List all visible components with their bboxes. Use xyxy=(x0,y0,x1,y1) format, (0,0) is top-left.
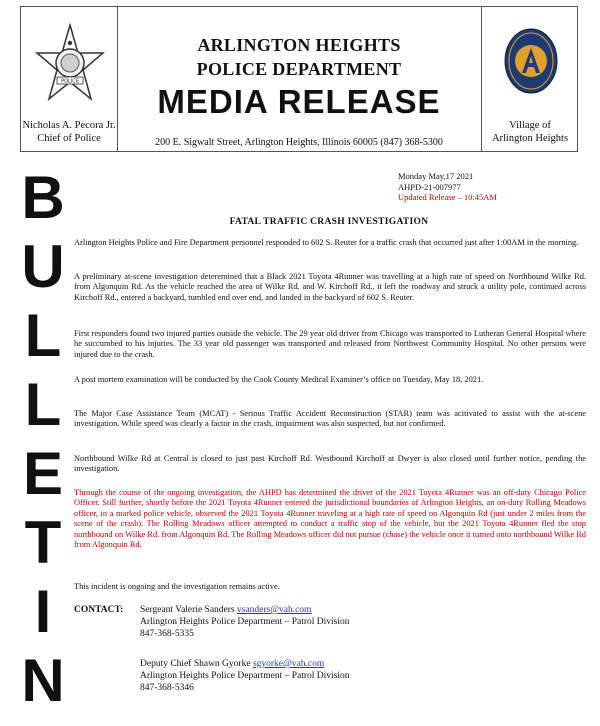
paragraph: First responders found two injured parties outside the vehicle. The 29 year old driver from Chicago was transported to Lutheran General Hospital where he succumbed to his injuries. The 33 year old passenger was transported and released from Northwest Community Hospital. No other persons were injured due to the crash. xyxy=(74,329,586,359)
contact-2-org: Arlington Heights Police Department – Patrol Division xyxy=(140,671,350,681)
paragraph: The Major Case Assistance Team (MCAT) - Serious Traffic Accident Reconstruction (STAR) team was acitivated to assist with the at-scene investigation. While speed was clearly a factor in the crash, impairment was also suspected, but not confirmed. xyxy=(74,409,586,429)
paragraph: A preliminary at-scene investigation deteremined that a Black 2021 Toyota 4Runner was travelling at a high rate of speed on Northbound Wilke Rd. from Algonquin Rd. As the vehicle reached the area of Wilke Rd. and W. Kirchoff Rd., it left the roadway and struck a utility pole, continued across Kirchoff Rd., entered a backyard, tumbled end over end, and landed in the backyard of 602 S. Reuter. xyxy=(74,272,586,302)
paragraph: Arlington Heights Police and Fire Department personnel responded to 602 S. Reuter for a traffic crash that occurred just after 1:00AM in the morning. xyxy=(74,238,579,247)
department-address: 200 E. Sigwalt Street, Arlington Heights, Illinois 60005 (847) 368-5300 xyxy=(155,137,443,148)
bulletin-letter: U xyxy=(21,233,65,300)
headline: FATAL TRAFFIC CRASH INVESTIGATION xyxy=(229,217,429,227)
paragraph: Northbound Wilke Rd at Central is closed to just past Kirchoff Rd. Westbound Kirchoff at Dwyer is also closed until further notice, pending the investigation. xyxy=(74,454,586,474)
chief-name: Nicholas A. Pecora Jr. xyxy=(22,120,116,131)
bulletin-letter: B xyxy=(21,164,65,231)
dept-title-line2: POLICE DEPARTMENT xyxy=(196,59,402,79)
bulletin-letter: E xyxy=(22,440,64,507)
release-meta xyxy=(398,171,497,203)
contact-2-phone: 847-368-5346 xyxy=(140,683,194,693)
media-release-title: MEDIA RELEASE xyxy=(157,83,441,120)
svg-text:POLICE: POLICE xyxy=(61,78,79,85)
contact-2-name: Deputy Chief Shawn Gyorke xyxy=(140,659,251,669)
release-updated: Updated Release – 10:45AM xyxy=(398,192,497,202)
bulletin-letter: N xyxy=(21,647,65,714)
contact-2-email[interactable]: sgyorke@vah.com xyxy=(252,659,325,669)
contact-1-phone: 847-368-5335 xyxy=(140,629,194,639)
contact-1-org: Arlington Heights Police Department – Patrol Division xyxy=(140,617,350,627)
bulletin-letter: L xyxy=(24,371,62,438)
contact-1-email[interactable]: vsanders@vah.com xyxy=(237,605,312,615)
bulletin-letter: I xyxy=(34,578,52,645)
paragraph-red: Through the course of the ongoing investigation, the AHPD has determined the driver of the 2021 Toyota 4Runner was an off-duty Chicago Police Officer. Still further, shortly before the 2021 Toyota 4Runner entered the jurisdictional boundaries of Arlington Heights, an on-duty Rolling Meadows officer, in a marked police vehicle, observed the 2021 Toyota 4Runner traveling at a high rate of speed on Algonquin Rd (just under 2 miles from the scene of the crash). The Rolling Meadows officer attempted to conduct a traffic stop of the vehicle, but the 2021 Toyota 4Runner fled the stop northbound on Wilke Rd. from Algonquin Rd. The Rolling Meadows officer did not pursue (chase) the vehicle once it turned onto northbound Wilke Rd from Algonquin Rd. xyxy=(74,488,586,550)
contact-label: CONTACT: xyxy=(74,605,124,615)
dept-title-line1: ARLINGTON HEIGHTS xyxy=(197,35,401,55)
contact-1-name: Sergeant Valerie Sanders xyxy=(140,605,235,615)
paragraph: A post mortem examination will be conducted by the Cook County Medical Examiner’s office on Tuesday, May 18, 2021. xyxy=(74,375,484,384)
paragraph: This incident is ongoing and the investigation remains active. xyxy=(74,582,280,591)
village-line1: Village of xyxy=(509,120,551,131)
village-block xyxy=(481,119,579,145)
bulletin-letter: T xyxy=(24,509,62,576)
village-line2: Arlington Heights xyxy=(491,133,569,144)
village-seal-icon xyxy=(503,27,559,95)
chief-title: Chief of Police xyxy=(37,133,101,144)
contact-1 xyxy=(140,604,350,640)
letterhead xyxy=(20,6,578,152)
bulletin-letter: L xyxy=(24,302,62,369)
release-number: AHPD-21-007977 xyxy=(398,181,461,192)
contact-2 xyxy=(140,658,350,694)
release-date: Monday May,17 2021 xyxy=(398,171,474,181)
